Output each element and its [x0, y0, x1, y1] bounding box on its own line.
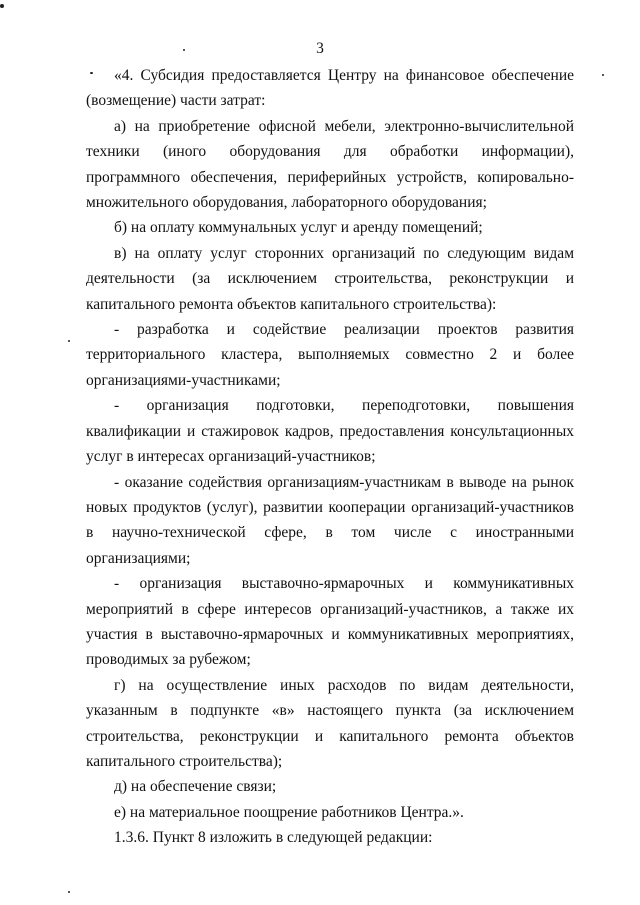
paragraph-item-b: б) на оплату коммунальных услуг и аренду помещений; [114, 219, 483, 237]
paragraph-clause-1-3-6: 1.3.6. Пункт 8 изложить в следующей редакции: [114, 829, 433, 847]
scan-dot-mark [68, 891, 70, 893]
paragraph-item-g: г) на осуществление иных расходов по видам деятельности, указанным в подпункте «в» настоящего пункта (за исключением строительства, реконструкции и капитального ремонта объектов капитального строительства); [86, 676, 574, 770]
paragraph-item-v: в) на оплату услуг сторонних организаций по следующим видам деятельности (за исключением строительства, реконструкции и капитального ремонта объектов капитального строительства): [86, 244, 574, 313]
scan-dot-mark [602, 74, 604, 76]
paragraph-subsidy-intro: «4. Субсидия предоставляется Центру на финансовое обеспечение (возмещение) части затрат: [86, 67, 574, 110]
paragraph-dash-cluster-projects: - разработка и содействие реализации проектов развития территориального кластера, выполняемых совместно 2 и более организациями-участниками; [86, 321, 574, 389]
paragraph-dash-market-support: - оказание содействия организациям-участникам в выводе на рынок новых продуктов (услуг), развитии кооперации организаций-участников в научно-технической сфере, в том числе с иностранными организациями; [86, 473, 574, 567]
paragraph-item-a: а) на приобретение офисной мебели, электронно-вычислительной техники (иного оборудования для обработки информации), программного обеспечения, периферийных устройств, копировально-множительного оборудования, лабораторного оборудования; [86, 117, 574, 212]
document-body [86, 63, 574, 851]
paragraph-dash-training: - организация подготовки, переподготовки, повышения квалификации и стажировок кадров, предоставления консультационных услуг в интересах организаций-участников; [86, 397, 574, 466]
paragraph-dash-exhibitions: - организация выставочно-ярмарочных и коммуникативных мероприятий в сфере интересов организаций-участников, а также их участия в выставочно-ярмарочных и коммуникативных мероприятиях, проводимых за рубежом; [86, 575, 574, 669]
scan-dot-mark [0, 4, 4, 8]
paragraph-item-d: д) на обеспечение связи; [114, 778, 277, 796]
scan-dot-mark [68, 340, 70, 342]
page-number: 3 [316, 40, 324, 57]
paragraph-item-e: е) на материальное поощрение работников Центра.». [114, 803, 464, 821]
